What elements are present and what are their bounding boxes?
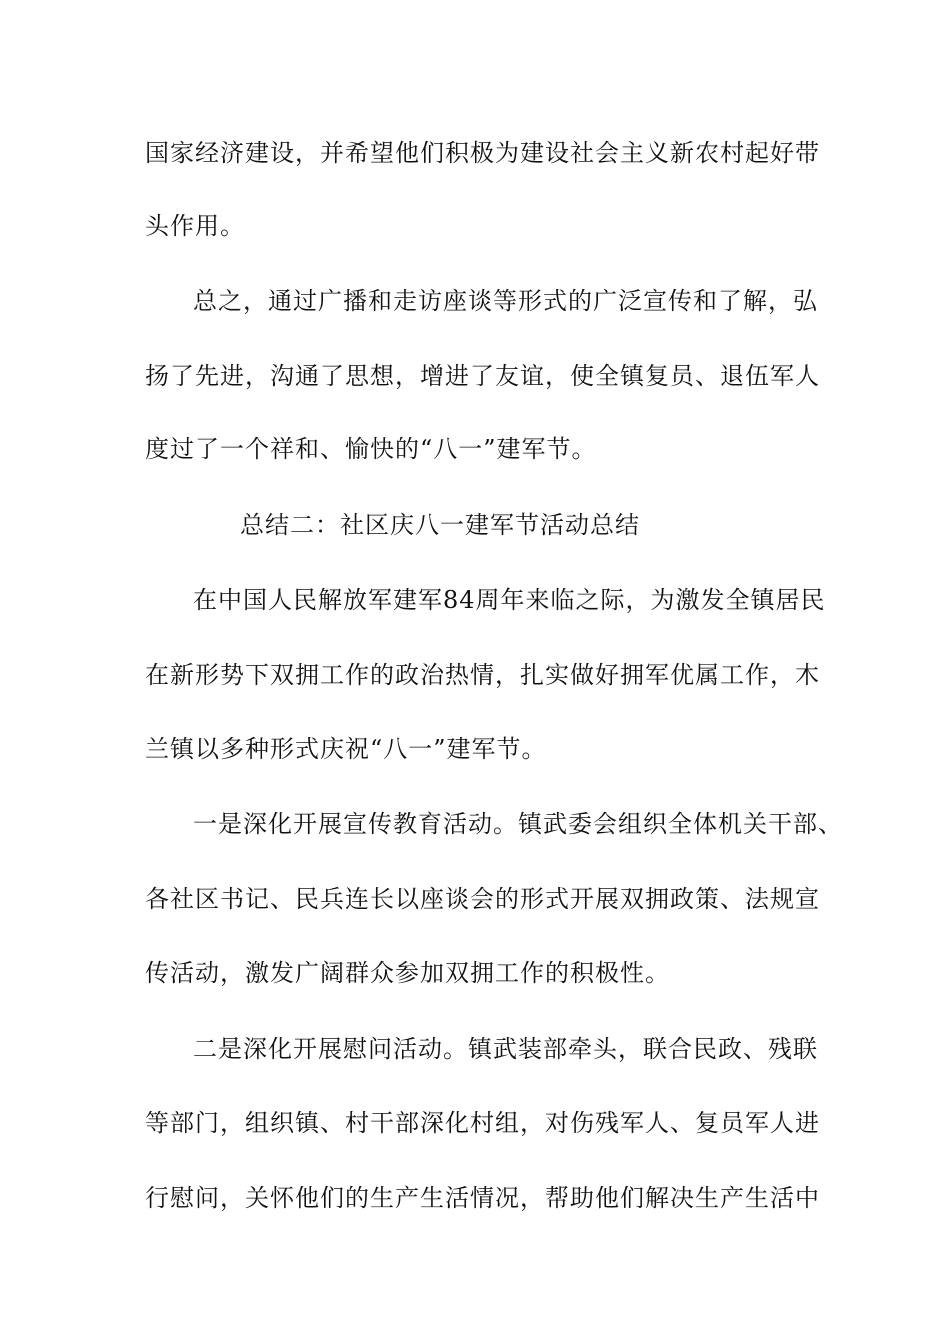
paragraph-line: 兰镇以多种形式庆祝“八一”建军节。 [145, 735, 547, 763]
paragraph-line: 各社区书记、民兵连长以座谈会的形式开展双拥政策、法规宣 [145, 885, 820, 913]
paragraph-line: 行慰问，关怀他们的生产生活情况，帮助他们解决生产生活中 [145, 1184, 820, 1212]
paragraph-line: 等部门，组织镇、村干部深化村组，对伤残军人、复员军人进 [145, 1109, 820, 1137]
paragraph-line: 在新形势下双拥工作的政治热情，扎实做好拥军优属工作，木 [145, 661, 820, 689]
paragraph-line: 国家经济建设，并希望他们积极为建设社会主义新农村起好带 [145, 139, 820, 167]
paragraph-line: 头作用。 [145, 212, 245, 240]
paragraph-line: 传活动，激发广阔群众参加双拥工作的积极性。 [145, 959, 670, 987]
paragraph-line: 在中国人民解放军建军84周年来临之际，为激发全镇居民 [193, 586, 826, 614]
paragraph-line: 度过了一个祥和、愉快的“八一”建军节。 [145, 435, 597, 463]
paragraph-line: 扬了先进，沟通了思想，增进了友谊，使全镇复员、退伍军人 [145, 362, 820, 390]
paragraph-line: 二是深化开展慰问活动。镇武装部牵头，联合民政、残联 [193, 1035, 818, 1063]
paragraph-line: 总之，通过广播和走访座谈等形式的广泛宣传和了解，弘 [193, 287, 818, 315]
paragraph-line: 一是深化开展宣传教育活动。镇武委会组织全体机关干部、 [193, 810, 843, 838]
section-heading: 总结二：社区庆八一建军节活动总结 [240, 511, 640, 539]
